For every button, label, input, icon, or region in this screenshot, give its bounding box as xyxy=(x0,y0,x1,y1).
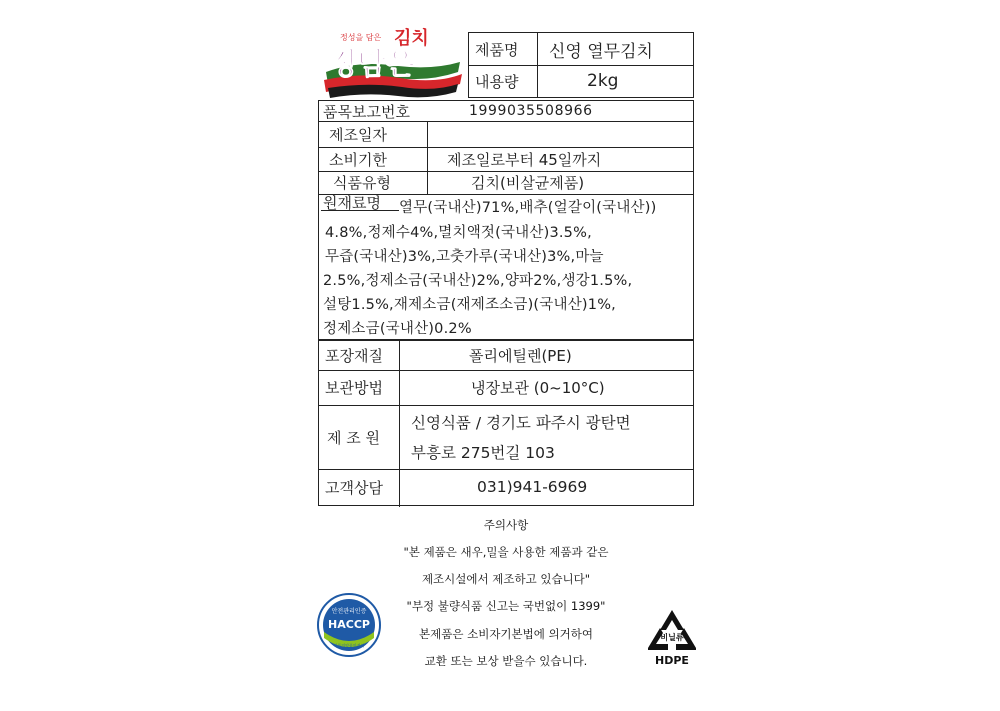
recycle-icon xyxy=(640,604,704,668)
lower-table xyxy=(318,340,694,506)
notice-title: 주의사항 xyxy=(483,518,529,532)
manufacturer-address-line1: 신영식품 / 경기도 파주시 광탄면 xyxy=(411,414,631,432)
report-no-label: 품목보고번호 xyxy=(323,102,410,121)
product-name-value: 신영 열무김치 xyxy=(549,41,653,62)
ingredients-line: 4.8%,정제수4%,멸치액젓(국내산)3.5%, xyxy=(325,225,592,241)
mfg-date-label: 제조일자 xyxy=(329,125,387,144)
logo-brand-top: 김치 xyxy=(394,28,429,49)
haccp-top-text: 안전관리인증 xyxy=(331,608,367,615)
report-no-value: 1999035508966 xyxy=(469,103,593,119)
notice-line: 본제품은 소비자기본법에 의거하여 xyxy=(419,627,593,641)
recycle-code-text: HDPE xyxy=(655,654,689,667)
haccp-bottom-text: 식품의약품안전처 xyxy=(333,643,365,648)
expiry-label: 소비기한 xyxy=(329,150,387,169)
ingredients-line: 2.5%,정제소금(국내산)2%,양파2%,생강1.5%, xyxy=(323,273,633,289)
packaging-value: 폴리에틸렌(PE) xyxy=(469,347,572,365)
product-volume-label: 내용량 xyxy=(475,72,519,91)
ingredients-label: 원재료명 xyxy=(323,193,381,212)
storage-value: 냉장보관 (0~10°C) xyxy=(471,379,605,397)
logo-brand-main: 정담은 xyxy=(328,47,415,82)
product-name-label: 제품명 xyxy=(475,40,519,59)
recycle-material-text: 비닐류 xyxy=(660,633,684,642)
manufacturer-label: 제 조 원 xyxy=(327,428,381,447)
notice-line: "부정 불량식품 신고는 국번없이 1399" xyxy=(406,599,606,613)
food-type-value: 김치(비살균제품) xyxy=(471,174,585,192)
packaging-label: 포장재질 xyxy=(325,347,383,365)
ingredients-line: 열무(국내산)71%,배추(얼갈이(국내산)) xyxy=(399,200,657,216)
brand-logo xyxy=(318,22,468,100)
food-type-label: 식품유형 xyxy=(333,174,391,192)
notice-line: 교환 또는 보상 받을수 있습니다. xyxy=(424,654,588,668)
haccp-icon xyxy=(316,592,382,658)
notice-line: 제조시설에서 제조하고 있습니다" xyxy=(421,572,591,586)
haccp-main-text: HACCP xyxy=(328,618,370,631)
storage-label: 보관방법 xyxy=(325,379,383,397)
contact-value: 031)941-6969 xyxy=(477,478,588,496)
logo-tagline: 정성을 담은 xyxy=(340,33,382,42)
expiry-value: 제조일로부터 45일까지 xyxy=(447,150,602,169)
ingredients-line: 정제소금(국내산)0.2% xyxy=(323,321,472,337)
product-volume-value: 2kg xyxy=(587,71,619,91)
ingredients-line: 설탕1.5%,재제소금(재제조소금)(국내산)1%, xyxy=(323,297,616,313)
contact-label: 고객상담 xyxy=(325,478,383,497)
info-table xyxy=(318,100,694,340)
ingredients-line: 무즙(국내산)3%,고춧가루(국내산)3%,마늘 xyxy=(325,249,604,265)
notice-line: "본 제품은 새우,밀을 사용한 제품과 같은 xyxy=(403,545,609,559)
product-box xyxy=(468,32,694,98)
manufacturer-address-line2: 부흥로 275번길 103 xyxy=(411,444,555,462)
